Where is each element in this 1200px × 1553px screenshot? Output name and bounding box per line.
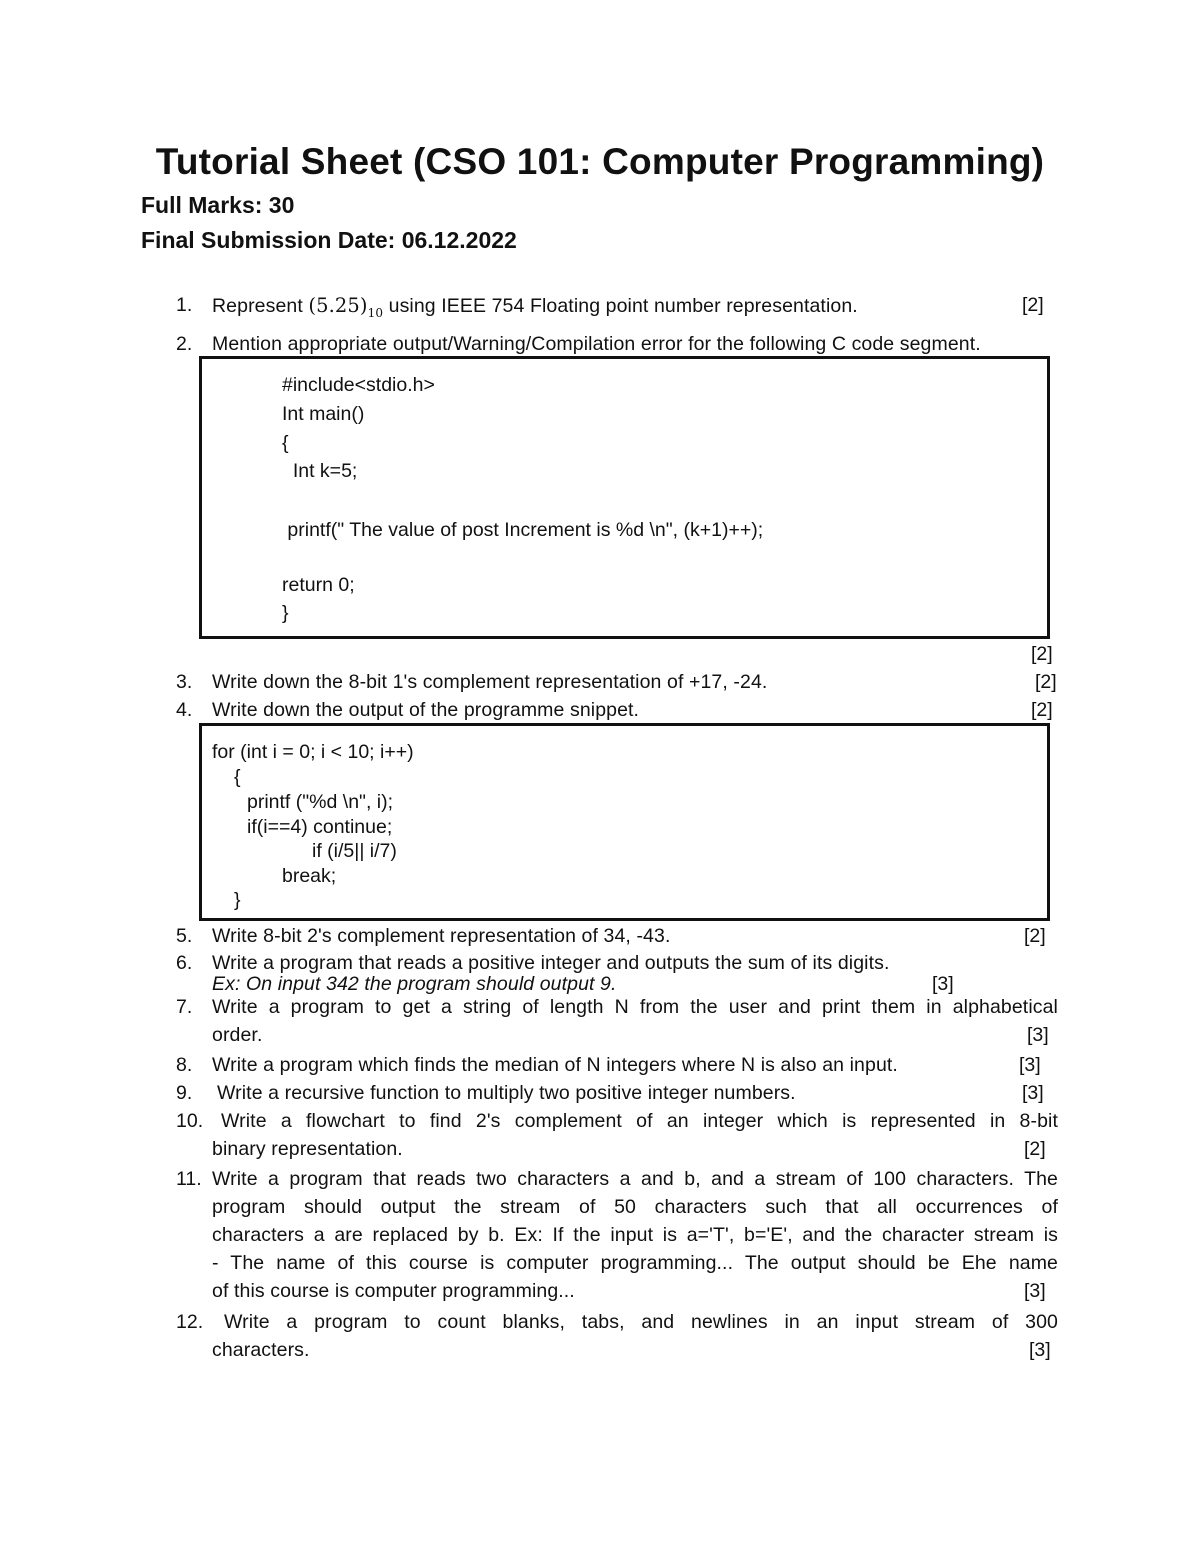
q12-marks: [3]	[1029, 1339, 1051, 1361]
q11-marks: [3]	[1024, 1280, 1046, 1302]
q11-text-line1: Write a program that reads two characters a and b, and a stream of 100 characters. The	[212, 1168, 1058, 1190]
page-title: Tutorial Sheet (CSO 101: Computer Programming)	[155, 141, 1045, 182]
q11-text-line3: characters a are replaced by b. Ex: If the input is a='T', b='E', and the character stream is	[212, 1224, 1058, 1246]
q11-text-line2: program should output the stream of 50 characters such that all occurrences of	[212, 1196, 1058, 1218]
q11-text-line4: - The name of this course is computer programming... The output should be Ehe name	[212, 1252, 1058, 1274]
q1-number: 1.	[176, 294, 193, 316]
q4-code-line: if(i==4) continue;	[247, 816, 393, 838]
q9-number: 9.	[176, 1082, 193, 1104]
q10-text-line1: Write a flowchart to find 2's complement of an integer which is represented in 8-bit	[221, 1110, 1058, 1132]
q1-text-pre: Represent	[212, 295, 309, 317]
q9-marks: [3]	[1022, 1082, 1044, 1104]
q3-marks: [2]	[1035, 671, 1057, 693]
full-marks: Full Marks: 30	[141, 192, 295, 218]
q2-code-line: return 0;	[282, 574, 355, 596]
q4-code-line: for (int i = 0; i < 10; i++)	[212, 741, 414, 763]
q7-text-line2: order.	[212, 1024, 263, 1046]
q9-text: Write a recursive function to multiply two positive integer numbers.	[217, 1082, 796, 1104]
q8-marks: [3]	[1019, 1054, 1041, 1076]
q12-text-line2: characters.	[212, 1339, 310, 1361]
q1-math-sub: 10	[367, 305, 384, 320]
q1-text	[212, 294, 858, 320]
q7-number: 7.	[176, 996, 193, 1018]
q2-code-box	[199, 356, 1050, 639]
q5-text: Write 8-bit 2's complement representation of 34, -43.	[212, 925, 671, 947]
q6-number: 6.	[176, 952, 193, 974]
q4-code-line: {	[234, 766, 241, 788]
q1-math	[308, 294, 384, 320]
q4-number: 4.	[176, 699, 193, 721]
q2-number: 2.	[176, 333, 193, 355]
q10-marks: [2]	[1024, 1138, 1046, 1160]
q6-text: Write a program that reads a positive integer and outputs the sum of its digits.	[212, 952, 890, 974]
q4-code-line: printf ("%d \n", i);	[247, 791, 394, 813]
q7-text-line1: Write a program to get a string of length N from the user and print them in alphabetical	[212, 996, 1058, 1018]
q2-marks: [2]	[1031, 643, 1053, 665]
q4-code-box	[199, 723, 1050, 921]
q4-code-line: if (i/5|| i/7)	[312, 840, 397, 862]
q12-text-line1: Write a program to count blanks, tabs, and newlines in an input stream of 300	[224, 1311, 1058, 1333]
q8-text: Write a program which finds the median of N integers where N is also an input.	[212, 1054, 898, 1076]
q1-marks: [2]	[1022, 294, 1044, 316]
q4-text: Write down the output of the programme snippet.	[212, 699, 640, 721]
q8-number: 8.	[176, 1054, 193, 1076]
q2-code-line: printf(" The value of post Increment is %d \n", (k+1)++);	[282, 519, 764, 541]
q10-text-line2: binary representation.	[212, 1138, 403, 1160]
q2-code-line: Int main()	[282, 403, 365, 425]
q7-marks: [3]	[1027, 1024, 1049, 1046]
q2-text: Mention appropriate output/Warning/Compilation error for the following C code segment.	[212, 333, 981, 355]
q1-math-value: (5.25)	[308, 294, 368, 317]
q11-number: 11.	[176, 1168, 202, 1190]
q5-marks: [2]	[1024, 925, 1046, 947]
q2-code-line: Int k=5;	[282, 460, 358, 482]
q4-code-line: }	[234, 889, 241, 911]
q4-code-line: break;	[282, 865, 337, 887]
submission-date: Final Submission Date: 06.12.2022	[141, 227, 517, 253]
q12-number: 12.	[176, 1311, 204, 1333]
q1-text-post: using IEEE 754 Floating point number representation.	[383, 295, 858, 317]
q11-text-line5: of this course is computer programming...	[212, 1280, 575, 1302]
q6-marks: [3]	[932, 973, 954, 995]
q6-example: Ex: On input 342 the program should output 9.	[212, 973, 617, 995]
q5-number: 5.	[176, 925, 193, 947]
q4-marks: [2]	[1031, 699, 1053, 721]
q3-text: Write down the 8-bit 1's complement representation of +17, -24.	[212, 671, 768, 693]
q2-code-line: {	[282, 432, 289, 454]
q10-number: 10.	[176, 1110, 204, 1132]
q2-code-line: #include<stdio.h>	[282, 374, 435, 396]
q2-code-line: }	[282, 602, 289, 624]
q3-number: 3.	[176, 671, 193, 693]
